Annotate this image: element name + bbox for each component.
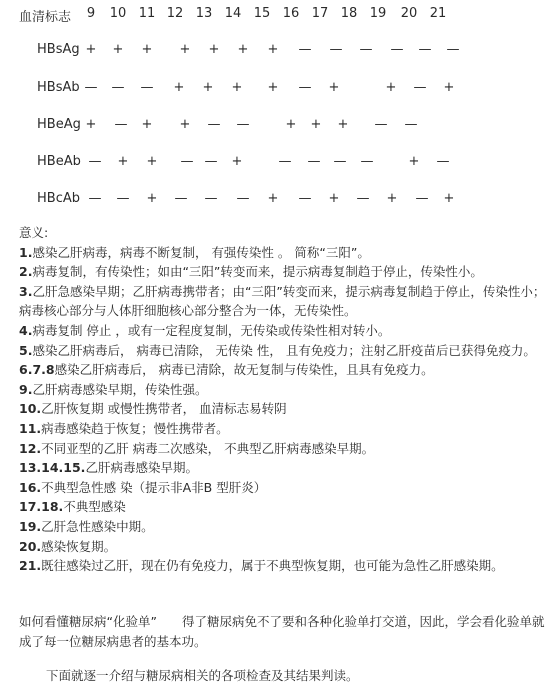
marker-cell: — [374, 117, 388, 132]
marker-cell: — [298, 42, 312, 57]
note-text: 感染乙肝病毒后， 病毒已清除，故无复制与传染性，且具有免疫力。 [54, 362, 434, 378]
marker-cell: + [112, 42, 124, 57]
note-text: 乙肝病毒感染早期。 [85, 460, 198, 476]
marker-name: HBeAb [37, 154, 81, 169]
marker-cell: + [237, 42, 249, 57]
note-item [19, 478, 549, 498]
note-item [19, 517, 549, 537]
outro-paragraph: 如何看懂糖尿病“化验单” 得了糖尿病免不了要和各种化验单打交道，因此，学会看化验单就成了每一位糖尿病患者的基本功。 [19, 614, 545, 649]
marker-cell: + [117, 154, 129, 169]
note-text: 病毒感染趋于恢复；慢性携带者。 [41, 420, 229, 436]
note-number: 21. [19, 558, 42, 574]
marker-cell: + [146, 191, 158, 206]
note-number: 17.18. [19, 499, 64, 515]
column-header: 13 [195, 6, 213, 21]
marker-cell: — [236, 117, 250, 132]
marker-name: HBsAg [37, 42, 80, 57]
note-text: 感染乙肝病毒后， 病毒已清除， 无传染 性， 且有免疫力；注射乙肝疫苗后已获得免疫力。 [32, 342, 536, 358]
marker-cell: — [180, 154, 194, 169]
note-number: 9. [19, 381, 33, 397]
column-header: 12 [166, 6, 184, 21]
note-number: 19. [19, 518, 42, 534]
marker-cell: — [116, 191, 130, 206]
column-header: 18 [340, 6, 358, 21]
marker-cell: — [204, 154, 218, 169]
note-item [19, 380, 549, 400]
table-row [0, 191, 560, 211]
marker-cell: + [179, 42, 191, 57]
outro-section [19, 612, 549, 651]
table-row [0, 154, 560, 174]
marker-cell: + [208, 42, 220, 57]
note-number: 4. [19, 322, 33, 338]
marker-cell: + [386, 191, 398, 206]
note-number: 6.7.8 [19, 362, 55, 378]
marker-cell: — [278, 154, 292, 169]
marker-name: HBeAg [37, 117, 81, 132]
table-row [0, 42, 560, 62]
note-number: 5. [19, 342, 33, 358]
marker-cell: + [443, 191, 455, 206]
note-item [19, 458, 549, 478]
column-header: 14 [224, 6, 242, 21]
table-header-row [0, 6, 560, 26]
note-number: 1. [19, 244, 33, 260]
marker-cell: + [328, 191, 340, 206]
marker-cell: + [328, 80, 340, 95]
marker-cell: + [179, 117, 191, 132]
marker-cell: + [141, 42, 153, 57]
note-number: 20. [19, 538, 42, 554]
column-header: 20 [400, 6, 418, 21]
note-item [19, 360, 549, 380]
marker-cell: — [114, 117, 128, 132]
marker-cell: + [337, 117, 349, 132]
note-item [19, 341, 549, 361]
marker-cell: — [88, 191, 102, 206]
note-text: 乙肝急感染早期；乙肝病毒携带者；由“三阳”转变而来，提示病毒复制趋于停止，传染性小；病毒核心部分与人体肝细胞核心部分整合为一体，无传染性。 [19, 283, 546, 319]
column-header: 21 [429, 6, 447, 21]
note-text: 既往感染过乙肝，现在仍有免疫力，属于不典型恢复期，也可能为急性乙肝感染期。 [41, 558, 504, 574]
marker-cell: — [88, 154, 102, 169]
note-text: 病毒复制，有传染性；如由“三阳”转变而来，提示病毒复制趋于停止，传染性小。 [32, 264, 483, 280]
marker-cell: — [360, 154, 374, 169]
table-row [0, 117, 560, 137]
marker-cell: + [310, 117, 322, 132]
note-text: 不典型感染 [63, 499, 126, 515]
column-header: 17 [311, 6, 329, 21]
column-header: 10 [109, 6, 127, 21]
marker-cell: + [408, 154, 420, 169]
column-header: 16 [282, 6, 300, 21]
note-number: 2. [19, 264, 33, 280]
note-item [19, 282, 549, 321]
note-text: 病毒复制 停止 ，或有一定程度复制，无传染或传染性相对转小。 [32, 322, 391, 338]
note-text: 乙肝病毒感染早期，传染性强。 [32, 381, 208, 397]
note-number: 10. [19, 401, 42, 417]
note-item [19, 497, 549, 517]
marker-cell: + [443, 80, 455, 95]
marker-cell: — [298, 80, 312, 95]
note-item [19, 399, 549, 419]
note-number: 12. [19, 440, 42, 456]
marker-cell: + [385, 80, 397, 95]
marker-cell: — [329, 42, 343, 57]
marker-cell: + [231, 154, 243, 169]
note-text: 感染乙肝病毒，病毒不断复制， 有强传染性 。 简称“三阳”。 [32, 244, 370, 260]
marker-cell: — [204, 191, 218, 206]
note-number: 16. [19, 479, 42, 495]
marker-cell: — [307, 154, 321, 169]
note-number: 3. [19, 283, 33, 299]
note-text: 不同亚型的乙肝 病毒二次感染， 不典型乙肝病毒感染早期。 [41, 440, 375, 456]
marker-cell: — [359, 42, 373, 57]
marker-cell: — [84, 80, 98, 95]
marker-cell: — [236, 191, 250, 206]
marker-cell: — [111, 80, 125, 95]
note-text: 感染恢复期。 [41, 538, 117, 554]
marker-cell: — [140, 80, 154, 95]
column-header: 11 [138, 6, 156, 21]
marker-cell: + [173, 80, 185, 95]
note-text: 乙肝急性感染中期。 [41, 518, 154, 534]
marker-cell: + [202, 80, 214, 95]
marker-cell: + [141, 117, 153, 132]
final-line: 下面就逐一介绍与糖尿病相关的各项检查及其结果判读。 [46, 668, 359, 683]
marker-cell: — [333, 154, 347, 169]
note-item [19, 321, 549, 341]
note-item [19, 537, 549, 557]
note-item [19, 243, 549, 263]
marker-cell: + [285, 117, 297, 132]
marker-cell: — [174, 191, 188, 206]
note-number: 13.14.15. [19, 460, 86, 476]
note-item [19, 262, 549, 282]
marker-cell: — [413, 80, 427, 95]
note-number: 11. [19, 420, 42, 436]
marker-cell: — [298, 191, 312, 206]
note-item [19, 419, 549, 439]
notes-heading: 意义: [19, 225, 49, 240]
note-text: 乙肝恢复期 或慢性携带者， 血清标志易转阴 [41, 401, 287, 417]
marker-cell: + [267, 80, 279, 95]
marker-cell: — [207, 117, 221, 132]
marker-cell: — [415, 191, 429, 206]
marker-name: HBcAb [37, 191, 80, 206]
note-text: 不典型急性感 染（提示非A非B 型肝炎） [41, 479, 267, 495]
table-row [0, 80, 560, 100]
marker-cell: — [356, 191, 370, 206]
marker-cell: + [85, 42, 97, 57]
header-label: 血清标志 [19, 10, 72, 25]
marker-cell: + [85, 117, 97, 132]
marker-cell: — [404, 117, 418, 132]
marker-cell: + [267, 42, 279, 57]
marker-cell: — [436, 154, 450, 169]
notes-section [19, 223, 549, 576]
note-item [19, 439, 549, 459]
marker-name: HBsAb [37, 80, 80, 95]
column-header: 9 [86, 6, 96, 21]
marker-cell: + [231, 80, 243, 95]
column-header: 19 [369, 6, 387, 21]
marker-cell: + [146, 154, 158, 169]
marker-cell: + [267, 191, 279, 206]
marker-cell: — [446, 42, 460, 57]
marker-cell: — [418, 42, 432, 57]
marker-cell: — [390, 42, 404, 57]
note-item [19, 556, 549, 576]
column-header: 15 [253, 6, 271, 21]
